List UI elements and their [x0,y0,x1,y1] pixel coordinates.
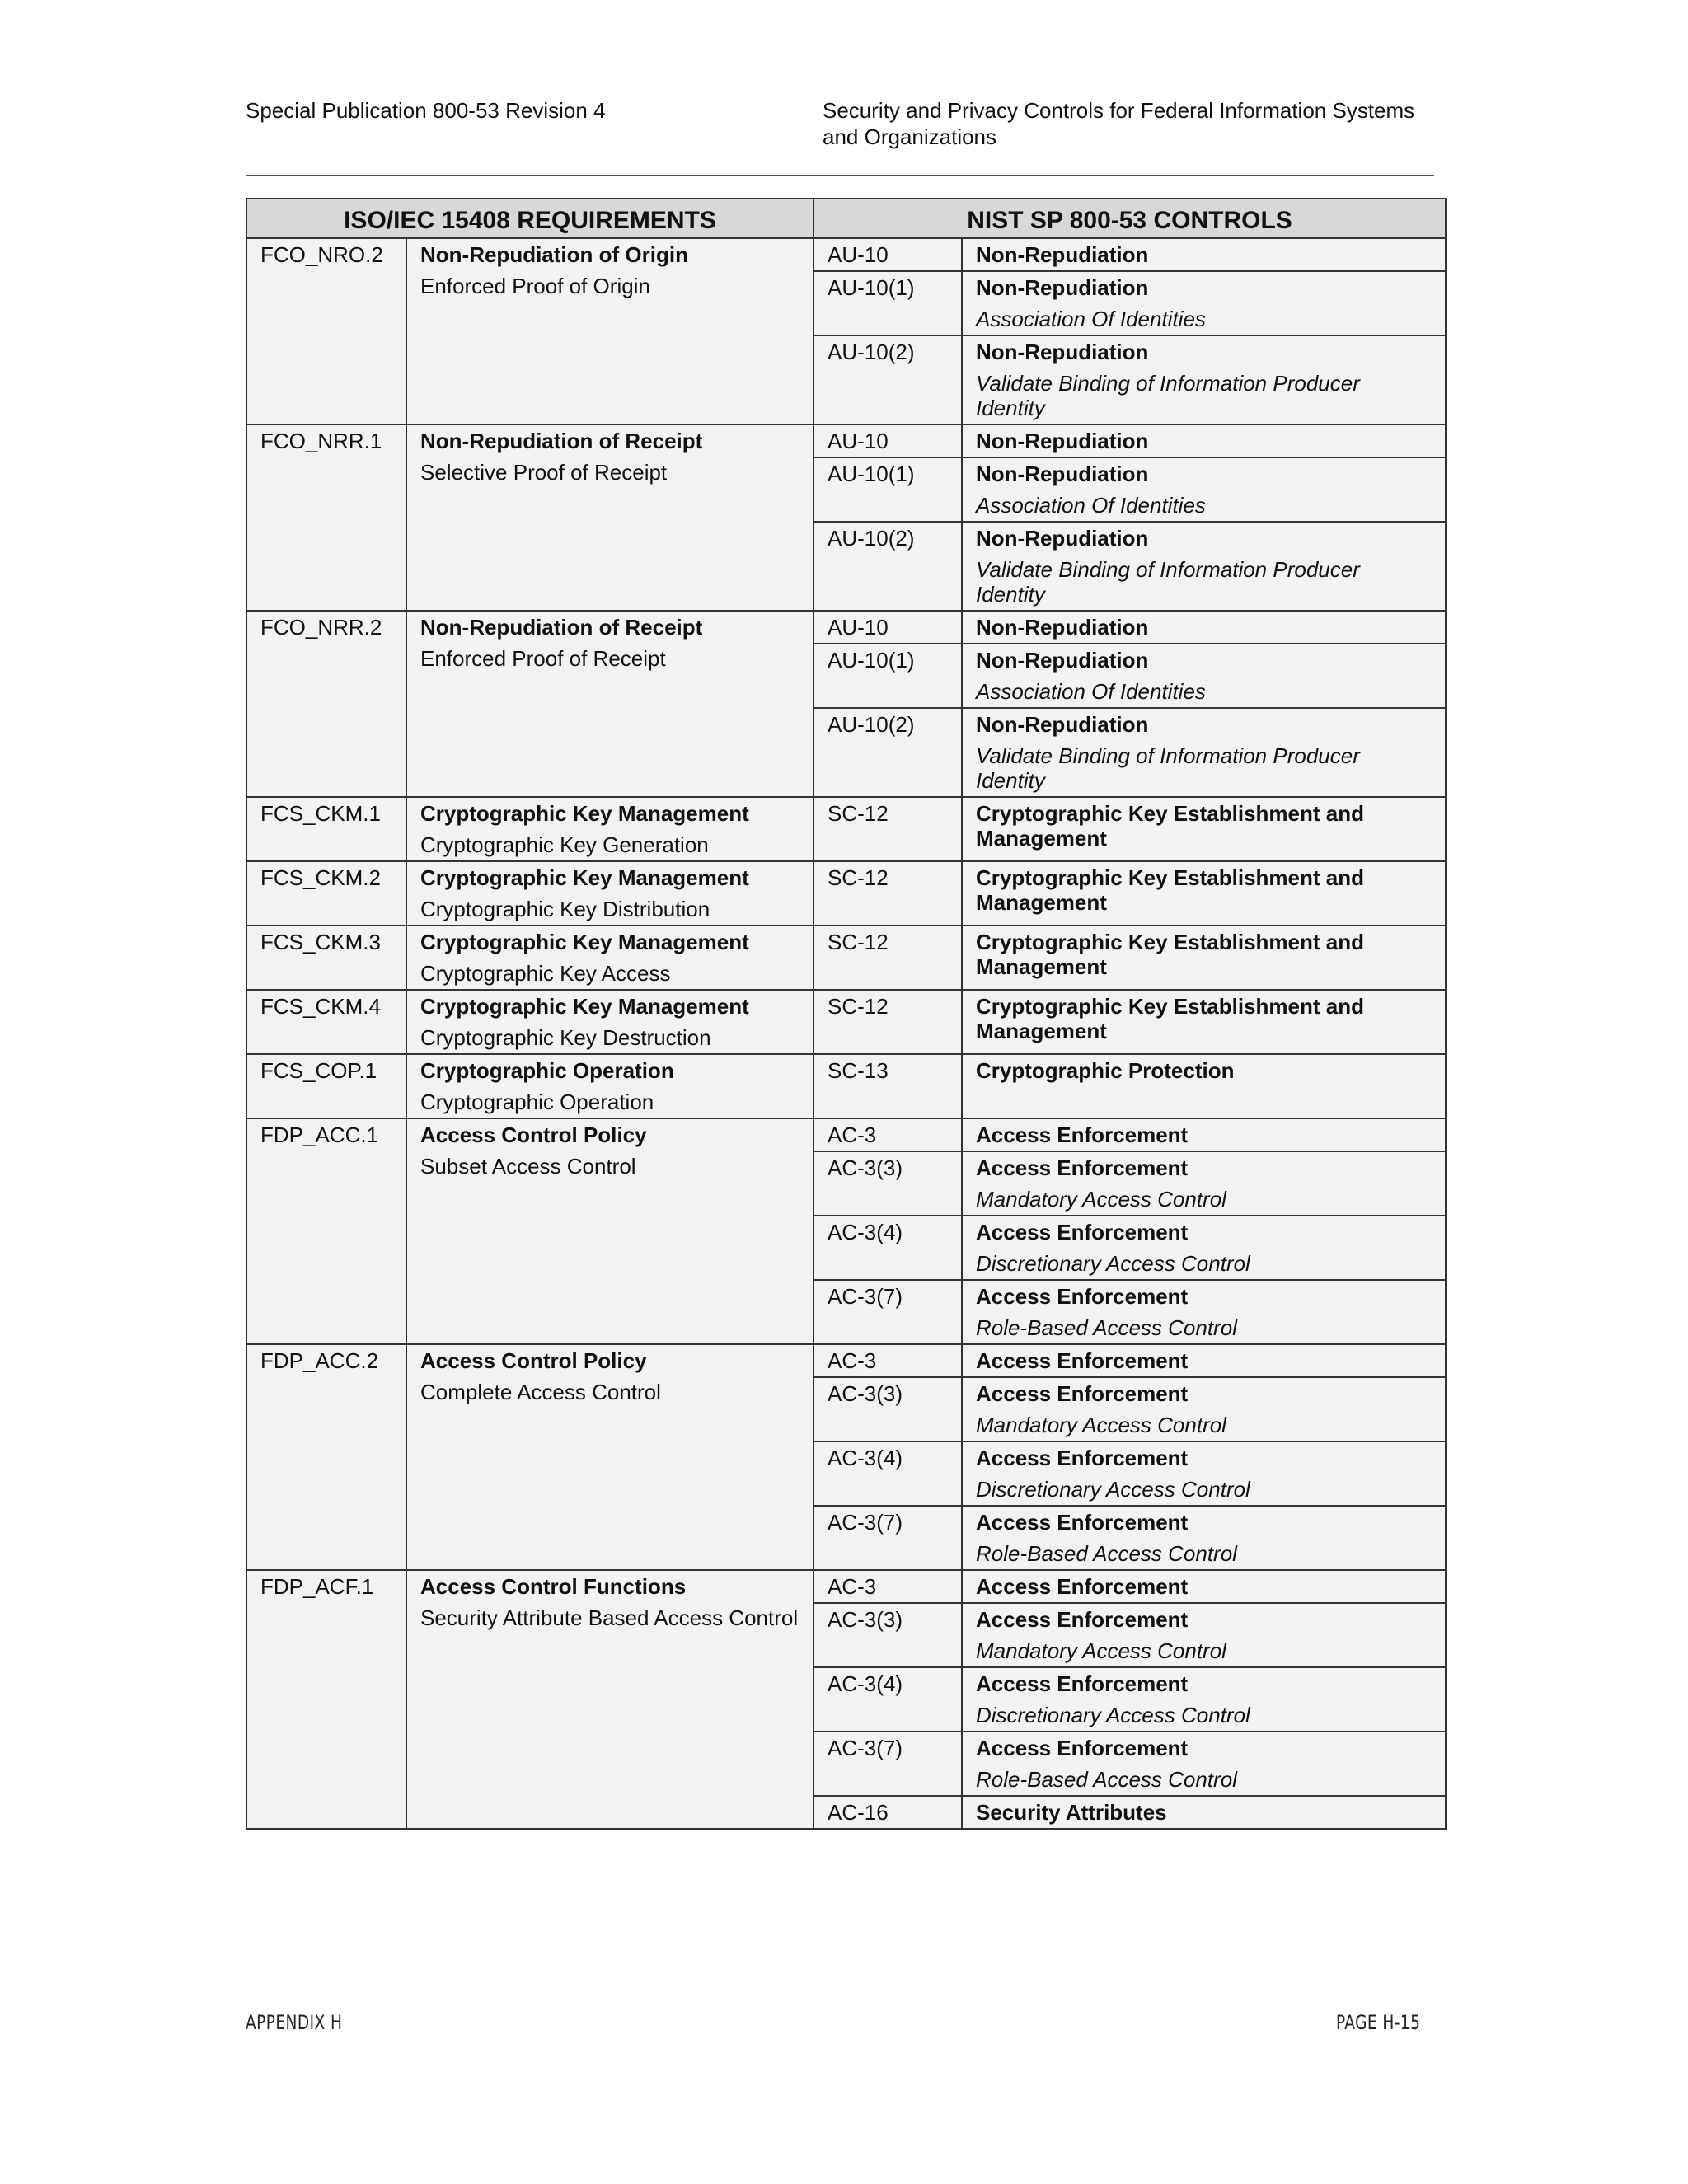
control-id: AC-3 [814,1570,962,1603]
control-enhancement: Role-Based Access Control [976,1315,1237,1340]
control-title: Non-Repudiation [976,242,1149,267]
control-id: SC-12 [814,861,962,926]
control-id: AU-10(1) [814,644,962,708]
control-id: AC-3(7) [814,1506,962,1570]
requirement-title: Access Control Policy [420,1122,647,1147]
control-enhancement: Role-Based Access Control [976,1767,1237,1792]
footer-appendix: APPENDIX H [246,2011,343,2034]
control-id: SC-13 [814,1054,962,1118]
control-description [962,522,1446,611]
requirement-title: Access Control Functions [420,1574,687,1599]
control-id: AC-3(4) [814,1216,962,1280]
control-id: SC-12 [814,990,962,1054]
control-id: AU-10(2) [814,335,962,424]
control-title: Non-Repudiation [976,615,1149,640]
table-row [246,238,1446,271]
control-description [962,1796,1446,1829]
control-id: AC-3(4) [814,1667,962,1732]
control-id: AC-3 [814,1118,962,1151]
requirement-title: Non-Repudiation of Receipt [420,429,703,453]
control-enhancement: Discretionary Access Control [976,1477,1250,1502]
control-description [962,238,1446,271]
requirement-subtitle: Enforced Proof of Origin [420,274,650,298]
table-row [246,797,1446,861]
control-description [962,1216,1446,1280]
control-description [962,1732,1446,1796]
control-title: Access Enforcement [976,1381,1189,1406]
control-title: Non-Repudiation [976,275,1149,300]
requirement-subtitle: Enforced Proof of Receipt [420,646,666,671]
table-row [246,611,1446,644]
control-title: Access Enforcement [976,1155,1189,1180]
control-id: AC-3(3) [814,1377,962,1441]
requirement-title: Cryptographic Key Management [420,865,749,890]
mapping-table [246,198,1447,1830]
requirement-id: FCS_CKM.3 [246,926,406,990]
control-id: AC-16 [814,1796,962,1829]
control-description [962,424,1446,457]
control-enhancement: Mandatory Access Control [976,1413,1226,1437]
control-description [962,708,1446,797]
control-title: Access Enforcement [976,1284,1189,1309]
control-title: Cryptographic Protection [976,1058,1235,1083]
control-title: Access Enforcement [976,1574,1189,1599]
control-title: Non-Repudiation [976,340,1149,364]
control-id: AC-3(3) [814,1151,962,1216]
requirement-subtitle: Cryptographic Key Distribution [420,897,710,921]
control-enhancement: Discretionary Access Control [976,1251,1250,1276]
control-description [962,1570,1446,1603]
requirement-title: Access Control Policy [420,1348,647,1373]
table-row [246,861,1446,926]
requirement-title: Cryptographic Key Management [420,801,749,826]
control-description [962,457,1446,522]
table-header-row [246,199,1446,238]
control-description [962,1603,1446,1667]
requirement-subtitle: Cryptographic Key Access [420,961,671,986]
control-title: Access Enforcement [976,1736,1189,1760]
requirement-id: FCS_COP.1 [246,1054,406,1118]
control-id: AU-10 [814,611,962,644]
control-description [962,1344,1446,1377]
control-id: AU-10(1) [814,271,962,335]
requirement-description [406,1118,814,1344]
requirement-id: FCO_NRR.1 [246,424,406,611]
requirement-description [406,797,814,861]
table-row [246,1344,1446,1377]
control-enhancement: Mandatory Access Control [976,1638,1226,1663]
requirement-description [406,424,814,611]
requirement-id: FCS_CKM.1 [246,797,406,861]
control-enhancement: Validate Binding of Information Producer Identity [976,743,1360,793]
control-enhancement: Validate Binding of Information Producer Identity [976,557,1360,607]
control-enhancement: Association Of Identities [976,493,1206,518]
col-header-nist: NIST SP 800-53 CONTROLS [814,199,1446,238]
control-title: Access Enforcement [976,1122,1189,1147]
header-document-title: Security and Privacy Controls for Federal Information Systems and Organizations [823,98,1415,149]
requirement-title: Non-Repudiation of Receipt [420,615,703,640]
requirement-title: Cryptographic Operation [420,1058,674,1083]
requirement-title: Cryptographic Key Management [420,994,749,1019]
control-id: AU-10(2) [814,708,962,797]
requirement-id: FCO_NRO.2 [246,238,406,424]
requirement-description [406,861,814,926]
control-description [962,1118,1446,1151]
requirement-id: FDP_ACC.2 [246,1344,406,1570]
control-description [962,644,1446,708]
control-description [962,1667,1446,1732]
requirement-id: FDP_ACC.1 [246,1118,406,1344]
control-description [962,797,1446,861]
requirement-id: FCS_CKM.2 [246,861,406,926]
requirement-subtitle: Complete Access Control [420,1380,661,1404]
requirement-description [406,1344,814,1570]
control-id: SC-12 [814,797,962,861]
control-title: Non-Repudiation [976,648,1149,673]
control-description [962,1280,1446,1344]
control-title: Access Enforcement [976,1220,1189,1244]
requirement-description [406,1054,814,1118]
control-description [962,1506,1446,1570]
requirement-title: Cryptographic Key Management [420,930,749,954]
control-enhancement: Role-Based Access Control [976,1541,1237,1566]
control-title: Cryptographic Key Establishment and Management [976,865,1364,915]
control-id: AU-10 [814,424,962,457]
requirement-description [406,990,814,1054]
control-id: SC-12 [814,926,962,990]
control-title: Access Enforcement [976,1607,1189,1632]
table-row [246,990,1446,1054]
control-description [962,1151,1446,1216]
control-description [962,1054,1446,1118]
control-id: AC-3(7) [814,1280,962,1344]
control-title: Cryptographic Key Establishment and Management [976,994,1364,1043]
requirement-subtitle: Cryptographic Key Generation [420,832,709,857]
control-description [962,926,1446,990]
control-description [962,1441,1446,1506]
control-id: AU-10(2) [814,522,962,611]
control-description [962,990,1446,1054]
requirement-id: FCS_CKM.4 [246,990,406,1054]
control-description [962,335,1446,424]
col-header-iso: ISO/IEC 15408 REQUIREMENTS [246,199,814,238]
control-id: AC-3 [814,1344,962,1377]
requirement-subtitle: Security Attribute Based Access Control [420,1605,799,1630]
control-title: Cryptographic Key Establishment and Management [976,801,1364,851]
control-title: Non-Repudiation [976,462,1149,486]
table-row [246,1118,1446,1151]
control-id: AC-3(7) [814,1732,962,1796]
control-title: Access Enforcement [976,1671,1189,1696]
control-title: Cryptographic Key Establishment and Management [976,930,1364,979]
control-enhancement: Validate Binding of Information Producer Identity [976,371,1360,420]
control-enhancement: Discretionary Access Control [976,1703,1250,1727]
requirement-description [406,238,814,424]
header-publication-title: Special Publication 800-53 Revision 4 [246,98,606,123]
table-body [246,238,1446,1829]
control-title: Non-Repudiation [976,526,1149,551]
table-row [246,424,1446,457]
control-title: Access Enforcement [976,1510,1189,1535]
table-row [246,926,1446,990]
control-enhancement: Mandatory Access Control [976,1187,1226,1212]
control-description [962,1377,1446,1441]
requirement-title: Non-Repudiation of Origin [420,242,688,267]
control-enhancement: Association Of Identities [976,307,1206,331]
header-divider [246,175,1434,176]
control-title: Access Enforcement [976,1348,1189,1373]
requirement-description [406,611,814,797]
control-id: AC-3(3) [814,1603,962,1667]
control-enhancement: Association Of Identities [976,679,1206,704]
requirement-id: FDP_ACF.1 [246,1570,406,1829]
control-title: Non-Repudiation [976,429,1149,453]
requirement-subtitle: Selective Proof of Receipt [420,460,668,485]
control-title: Non-Repudiation [976,712,1149,737]
requirement-subtitle: Cryptographic Operation [420,1090,654,1114]
control-id: AU-10(1) [814,457,962,522]
control-description [962,611,1446,644]
table-row [246,1054,1446,1118]
requirement-subtitle: Cryptographic Key Destruction [420,1025,711,1050]
requirement-description [406,1570,814,1829]
footer-page-number: PAGE H-15 [1336,2011,1421,2034]
control-title: Access Enforcement [976,1446,1189,1470]
control-id: AC-3(4) [814,1441,962,1506]
control-description [962,271,1446,335]
table-row [246,1570,1446,1603]
control-title: Security Attributes [976,1800,1167,1825]
control-id: AU-10 [814,238,962,271]
requirement-description [406,926,814,990]
requirement-id: FCO_NRR.2 [246,611,406,797]
requirement-subtitle: Subset Access Control [420,1154,636,1179]
control-description [962,861,1446,926]
